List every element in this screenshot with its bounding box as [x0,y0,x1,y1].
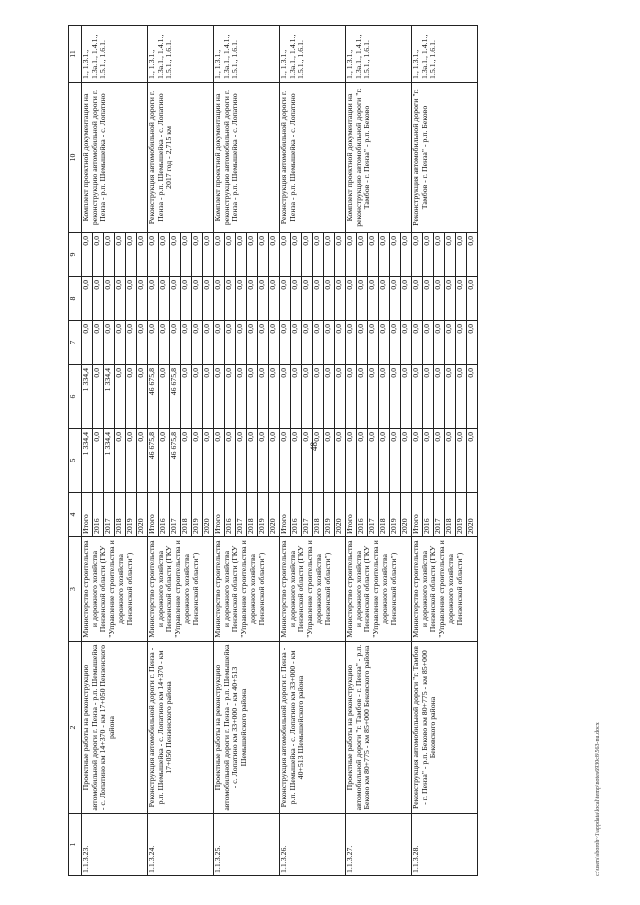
value-cell: 0,0 [346,277,357,321]
value-cell: 0,0 [192,233,203,277]
value-cell: 0,0 [192,321,203,365]
value-cell: 0,0 [401,233,412,277]
value-cell: 0,0 [192,365,203,429]
year-cell: 2017 [170,493,181,537]
value-cell: 0,0 [126,277,137,321]
row-number: 1.1.3.28. [412,814,478,876]
value-cell: 0,0 [456,321,467,365]
year-cell: Итого [148,493,159,537]
value-cell: 0,0 [280,365,291,429]
value-cell: 0,0 [291,321,302,365]
value-cell: 0,0 [236,429,247,493]
header-row [69,26,82,876]
indicators-cell: 1., 1.3.1., 1.3а.1., 1.4.1., 1.5.1., 1.6.1. [214,26,280,83]
value-cell: 0,0 [247,365,258,429]
value-cell: 0,0 [115,277,126,321]
value-cell: 0,0 [456,429,467,493]
value-cell: 0,0 [412,277,423,321]
value-cell: 0,0 [104,321,115,365]
value-cell: 0,0 [192,429,203,493]
value-cell: 0,0 [313,277,324,321]
value-cell: 0,0 [467,429,478,493]
value-cell: 0,0 [148,233,159,277]
value-cell: 0,0 [247,277,258,321]
year-cell: 2018 [445,493,456,537]
footer-path: c:\users\sboroh~1\appdata\local\temp\notes6930c8\563-nu.docx [595,722,601,876]
value-cell: 0,0 [291,429,302,493]
value-cell: 46 675,8 [170,365,181,429]
value-cell: 1 334,4 [104,429,115,493]
value-cell: 0,0 [137,277,148,321]
value-cell: 0,0 [390,233,401,277]
result-cell: Комплект проектной документации на реконструкцию автомобильной дороги г. Пенза - р.п. Шемышейка - с. Лопатино [214,83,280,233]
result-cell: Комплект проектной документации на реконструкцию автомобильной дороги г. Пенза - р.п. Шемышейка - с. Лопатино [82,83,148,233]
value-cell: 0,0 [313,233,324,277]
value-cell: 0,0 [291,277,302,321]
row-number: 1.1.3.24. [148,814,214,876]
measure-name: Реконструкция автомобильной дороги г. Пенза - р.п. Шемышейка - с. Лопатино км 33+000 - км 40+513 Шемышейского района [280,642,346,814]
value-cell: 0,0 [93,321,104,365]
value-cell: 0,0 [368,277,379,321]
value-cell: 0,0 [445,429,456,493]
value-cell: 46 675,8 [148,365,159,429]
value-cell: 0,0 [258,277,269,321]
value-cell: 0,0 [115,365,126,429]
value-cell: 0,0 [335,429,346,493]
col-header: 1 [69,814,82,876]
year-cell: 2017 [236,493,247,537]
year-cell: 2016 [291,493,302,537]
indicators-cell: 1., 1.3.1., 1.3а.1., 1.4.1., 1.5.1., 1.6.1. [280,26,346,83]
year-cell: 2020 [137,493,148,537]
value-cell: 0,0 [368,233,379,277]
value-cell: 0,0 [93,365,104,429]
year-cell: 2016 [159,493,170,537]
value-cell: 0,0 [126,429,137,493]
value-cell: 1 334,4 [82,365,93,429]
value-cell: 0,0 [159,277,170,321]
value-cell: 0,0 [467,365,478,429]
value-cell: 0,0 [181,321,192,365]
year-cell: 2017 [302,493,313,537]
year-cell: 2020 [335,493,346,537]
measure-name: Реконструкция автомобильной дороги г. Пенза - р.п. Шемышейка - с. Лопатино км 14+370 - км 17+050 Пензенского района [148,642,214,814]
value-cell: 0,0 [236,277,247,321]
year-cell: 2016 [225,493,236,537]
year-cell: 2018 [115,493,126,537]
executor: Министерство строительства и дорожного хозяйства Пензенской области (ГКУ "Управление строительства и дорожного хозяйства Пензенской области") [346,537,412,642]
value-cell: 0,0 [247,321,258,365]
value-cell: 0,0 [368,321,379,365]
value-cell: 0,0 [269,365,280,429]
year-cell: Итого [214,493,225,537]
year-cell: 2019 [192,493,203,537]
value-cell: 0,0 [236,233,247,277]
col-header: 11 [69,26,82,83]
value-cell: 0,0 [181,277,192,321]
rotated-page [68,26,573,876]
value-cell: 0,0 [115,321,126,365]
value-cell: 0,0 [434,365,445,429]
value-cell: 0,0 [390,321,401,365]
col-header: 6 [69,365,82,429]
value-cell: 0,0 [291,233,302,277]
value-cell: 1 334,4 [82,429,93,493]
year-cell: 2016 [357,493,368,537]
value-cell: 0,0 [93,277,104,321]
value-cell: 0,0 [247,429,258,493]
col-header: 7 [69,321,82,365]
value-cell: 0,0 [412,365,423,429]
value-cell: 0,0 [82,321,93,365]
measure-name: Проектные работы на реконструкцию автомобильной дороги г. Пенза - р.п. Шемышейка - с. Лопатино км 33+000 - км 40+513 Шемышейского района [214,642,280,814]
value-cell: 0,0 [335,277,346,321]
year-cell: 2020 [401,493,412,537]
year-cell: 2019 [324,493,335,537]
value-cell: 0,0 [280,233,291,277]
value-cell: 0,0 [379,233,390,277]
value-cell: 0,0 [357,321,368,365]
value-cell: 0,0 [467,321,478,365]
value-cell: 0,0 [302,365,313,429]
value-cell: 0,0 [280,277,291,321]
value-cell: 0,0 [302,277,313,321]
value-cell: 0,0 [434,429,445,493]
value-cell: 0,0 [170,233,181,277]
value-cell: 0,0 [137,365,148,429]
col-header: 2 [69,642,82,814]
year-cell: 2017 [104,493,115,537]
result-cell: Комплект проектной документации на реконструкцию автомобильной дороги "г. Тамбов - г. Пенза" - р.п. Бековo [346,83,412,233]
value-cell: 0,0 [335,321,346,365]
year-cell: 2016 [423,493,434,537]
value-cell: 0,0 [302,429,313,493]
value-cell: 0,0 [313,365,324,429]
col-header: 8 [69,277,82,321]
value-cell: 0,0 [159,233,170,277]
value-cell: 0,0 [137,429,148,493]
value-cell: 0,0 [203,233,214,277]
year-cell: 2019 [258,493,269,537]
value-cell: 0,0 [225,321,236,365]
value-cell: 0,0 [225,429,236,493]
value-cell: 0,0 [423,233,434,277]
year-cell: Итого [82,493,93,537]
value-cell: 0,0 [412,321,423,365]
row-number: 1.1.3.27. [346,814,412,876]
value-cell: 0,0 [401,365,412,429]
value-cell: 0,0 [379,429,390,493]
year-cell: 2017 [434,493,445,537]
value-cell: 0,0 [225,277,236,321]
value-cell: 0,0 [335,233,346,277]
value-cell: 0,0 [467,233,478,277]
executor: Министерство строительства и дорожного хозяйства Пензенской области (ГКУ "Управление строительства и дорожного хозяйства Пензенской области") [148,537,214,642]
value-cell: 0,0 [104,277,115,321]
value-cell: 0,0 [390,429,401,493]
value-cell: 0,0 [324,429,335,493]
value-cell: 0,0 [214,365,225,429]
value-cell: 0,0 [324,365,335,429]
value-cell: 0,0 [115,233,126,277]
value-cell: 0,0 [203,429,214,493]
value-cell: 0,0 [379,321,390,365]
value-cell: 0,0 [258,365,269,429]
col-header: 9 [69,233,82,277]
col-header: 10 [69,83,82,233]
value-cell: 0,0 [214,321,225,365]
value-cell: 0,0 [467,277,478,321]
value-cell: 0,0 [368,429,379,493]
value-cell: 0,0 [390,365,401,429]
value-cell: 0,0 [401,321,412,365]
value-cell: 0,0 [335,365,346,429]
value-cell: 0,0 [357,365,368,429]
executor: Министерство строительства и дорожного хозяйства Пензенской области (ГКУ "Управление строительства и дорожного хозяйства Пензенской области") [214,537,280,642]
value-cell: 0,0 [181,429,192,493]
value-cell: 1 334,4 [104,365,115,429]
value-cell: 0,0 [93,233,104,277]
col-header: 4 [69,493,82,537]
value-cell: 0,0 [236,321,247,365]
value-cell: 0,0 [434,277,445,321]
table-row [280,26,291,876]
col-header: 3 [69,537,82,642]
value-cell: 0,0 [390,277,401,321]
value-cell: 0,0 [379,365,390,429]
value-cell: 0,0 [379,277,390,321]
row-number: 1.1.3.25. [214,814,280,876]
value-cell: 0,0 [203,365,214,429]
value-cell: 0,0 [181,365,192,429]
row-number: 1.1.3.23. [82,814,148,876]
value-cell: 0,0 [324,277,335,321]
value-cell: 0,0 [269,429,280,493]
year-cell: Итого [346,493,357,537]
value-cell: 0,0 [456,277,467,321]
value-cell: 0,0 [324,321,335,365]
indicators-cell: 1., 1.3.1., 1.3а.1., 1.4.1., 1.5.1., 1.6.1. [346,26,412,83]
year-cell: 2018 [181,493,192,537]
value-cell: 0,0 [137,233,148,277]
value-cell: 0,0 [302,233,313,277]
value-cell: 0,0 [82,233,93,277]
value-cell: 0,0 [445,233,456,277]
year-cell: 2019 [126,493,137,537]
indicators-cell: 1., 1.3.1., 1.3а.1., 1.4.1., 1.5.1., 1.6.1. [148,26,214,83]
value-cell: 0,0 [423,429,434,493]
value-cell: 0,0 [148,321,159,365]
table-row [82,26,93,876]
year-cell: 2020 [203,493,214,537]
value-cell: 0,0 [236,365,247,429]
value-cell: 0,0 [269,277,280,321]
value-cell: 0,0 [401,429,412,493]
program-table [68,25,478,876]
page-number: 48 [309,442,319,451]
table-row [346,26,357,876]
value-cell: 0,0 [214,277,225,321]
indicators-cell: 1., 1.3.1., 1.3а.1., 1.4.1., 1.5.1., 1.6.1. [412,26,478,83]
result-cell: Реконструкция автомобильной дороги "г. Тамбов - г. Пенза" - р.п. Бековo [412,83,478,233]
value-cell: 0,0 [159,429,170,493]
value-cell: 0,0 [192,277,203,321]
year-cell: 2019 [390,493,401,537]
table-row [412,26,423,876]
value-cell: 0,0 [280,321,291,365]
value-cell: 0,0 [159,321,170,365]
value-cell: 0,0 [302,321,313,365]
table-row [214,26,225,876]
value-cell: 0,0 [126,321,137,365]
value-cell: 0,0 [269,233,280,277]
value-cell: 0,0 [357,277,368,321]
table-row [148,26,159,876]
value-cell: 0,0 [214,233,225,277]
value-cell: 0,0 [269,321,280,365]
year-cell: 2018 [247,493,258,537]
executor: Министерство строительства и дорожного хозяйства Пензенской области (ГКУ "Управление строительства и дорожного хозяйства Пензенской области") [82,537,148,642]
value-cell: 0,0 [258,429,269,493]
value-cell: 0,0 [401,277,412,321]
value-cell: 0,0 [126,233,137,277]
value-cell: 0,0 [324,233,335,277]
year-cell: 2016 [93,493,104,537]
value-cell: 0,0 [181,233,192,277]
year-cell: 2020 [467,493,478,537]
year-cell: Итого [412,493,423,537]
year-cell: 2018 [379,493,390,537]
value-cell: 0,0 [368,365,379,429]
value-cell: 0,0 [148,277,159,321]
value-cell: 0,0 [82,277,93,321]
measure-name: Проектные работы на реконструкцию автомобильной дороги "г. Тамбов - г. Пенза" - р.п. Бековo км 80+775 - км 85+000 Бековского района [346,642,412,814]
value-cell: 0,0 [203,277,214,321]
result-cell: Реконструкция автомобильной дороги г. Пенза - р.п. Шемышейка - с. Лопатино [280,83,346,233]
value-cell: 0,0 [170,277,181,321]
value-cell: 0,0 [423,277,434,321]
value-cell: 0,0 [445,321,456,365]
value-cell: 0,0 [313,429,324,493]
value-cell: 0,0 [445,277,456,321]
value-cell: 0,0 [357,233,368,277]
result-cell: Реконструкция автомобильной дороги г. Пенза - р.п. Шемышейка - с. Лопатино 2017 год - 2,715 км [148,83,214,233]
value-cell: 0,0 [137,321,148,365]
executor: Министерство строительства и дорожного хозяйства Пензенской области (ГКУ "Управление строительства и дорожного хозяйства Пензенской области") [280,537,346,642]
value-cell: 0,0 [159,365,170,429]
value-cell: 0,0 [357,429,368,493]
row-number: 1.1.3.26. [280,814,346,876]
value-cell: 0,0 [280,429,291,493]
indicators-cell: 1., 1.3.1., 1.3а.1., 1.4.1., 1.5.1., 1.6.1. [82,26,148,83]
measure-name: Проектные работы на реконструкцию автомобильной дороги г. Пенза - р.п. Шемышейка - с. Лопатино км 14+370 - км 17+050 Пензенского района [82,642,148,814]
value-cell: 0,0 [423,365,434,429]
value-cell: 0,0 [346,365,357,429]
year-cell: Итого [280,493,291,537]
value-cell: 0,0 [434,321,445,365]
year-cell: 2017 [368,493,379,537]
measure-name: Реконструкция автомобильной дороги "г. Тамбов - г. Пенза" - р.п. Бековo км 80+775 - км 85+000 Бековского района [412,642,478,814]
value-cell: 0,0 [456,233,467,277]
year-cell: 2018 [313,493,324,537]
value-cell: 0,0 [291,365,302,429]
value-cell: 46 675,8 [170,429,181,493]
value-cell: 0,0 [93,429,104,493]
year-cell: 2020 [269,493,280,537]
value-cell: 0,0 [456,365,467,429]
year-cell: 2019 [456,493,467,537]
value-cell: 0,0 [346,233,357,277]
value-cell: 0,0 [170,321,181,365]
value-cell: 0,0 [225,365,236,429]
value-cell: 0,0 [346,321,357,365]
value-cell: 0,0 [126,365,137,429]
value-cell: 0,0 [104,233,115,277]
value-cell: 0,0 [313,321,324,365]
value-cell: 0,0 [203,321,214,365]
value-cell: 0,0 [115,429,126,493]
value-cell: 0,0 [445,365,456,429]
value-cell: 0,0 [225,233,236,277]
value-cell: 0,0 [412,233,423,277]
value-cell: 0,0 [412,429,423,493]
value-cell: 0,0 [423,321,434,365]
value-cell: 0,0 [247,233,258,277]
col-header: 5 [69,429,82,493]
value-cell: 0,0 [214,429,225,493]
value-cell: 0,0 [258,233,269,277]
value-cell: 0,0 [346,429,357,493]
executor: Министерство строительства и дорожного хозяйства Пензенской области (ГКУ "Управление строительства и дорожного хозяйства Пензенской области") [412,537,478,642]
value-cell: 46 675,8 [148,429,159,493]
value-cell: 0,0 [258,321,269,365]
value-cell: 0,0 [434,233,445,277]
